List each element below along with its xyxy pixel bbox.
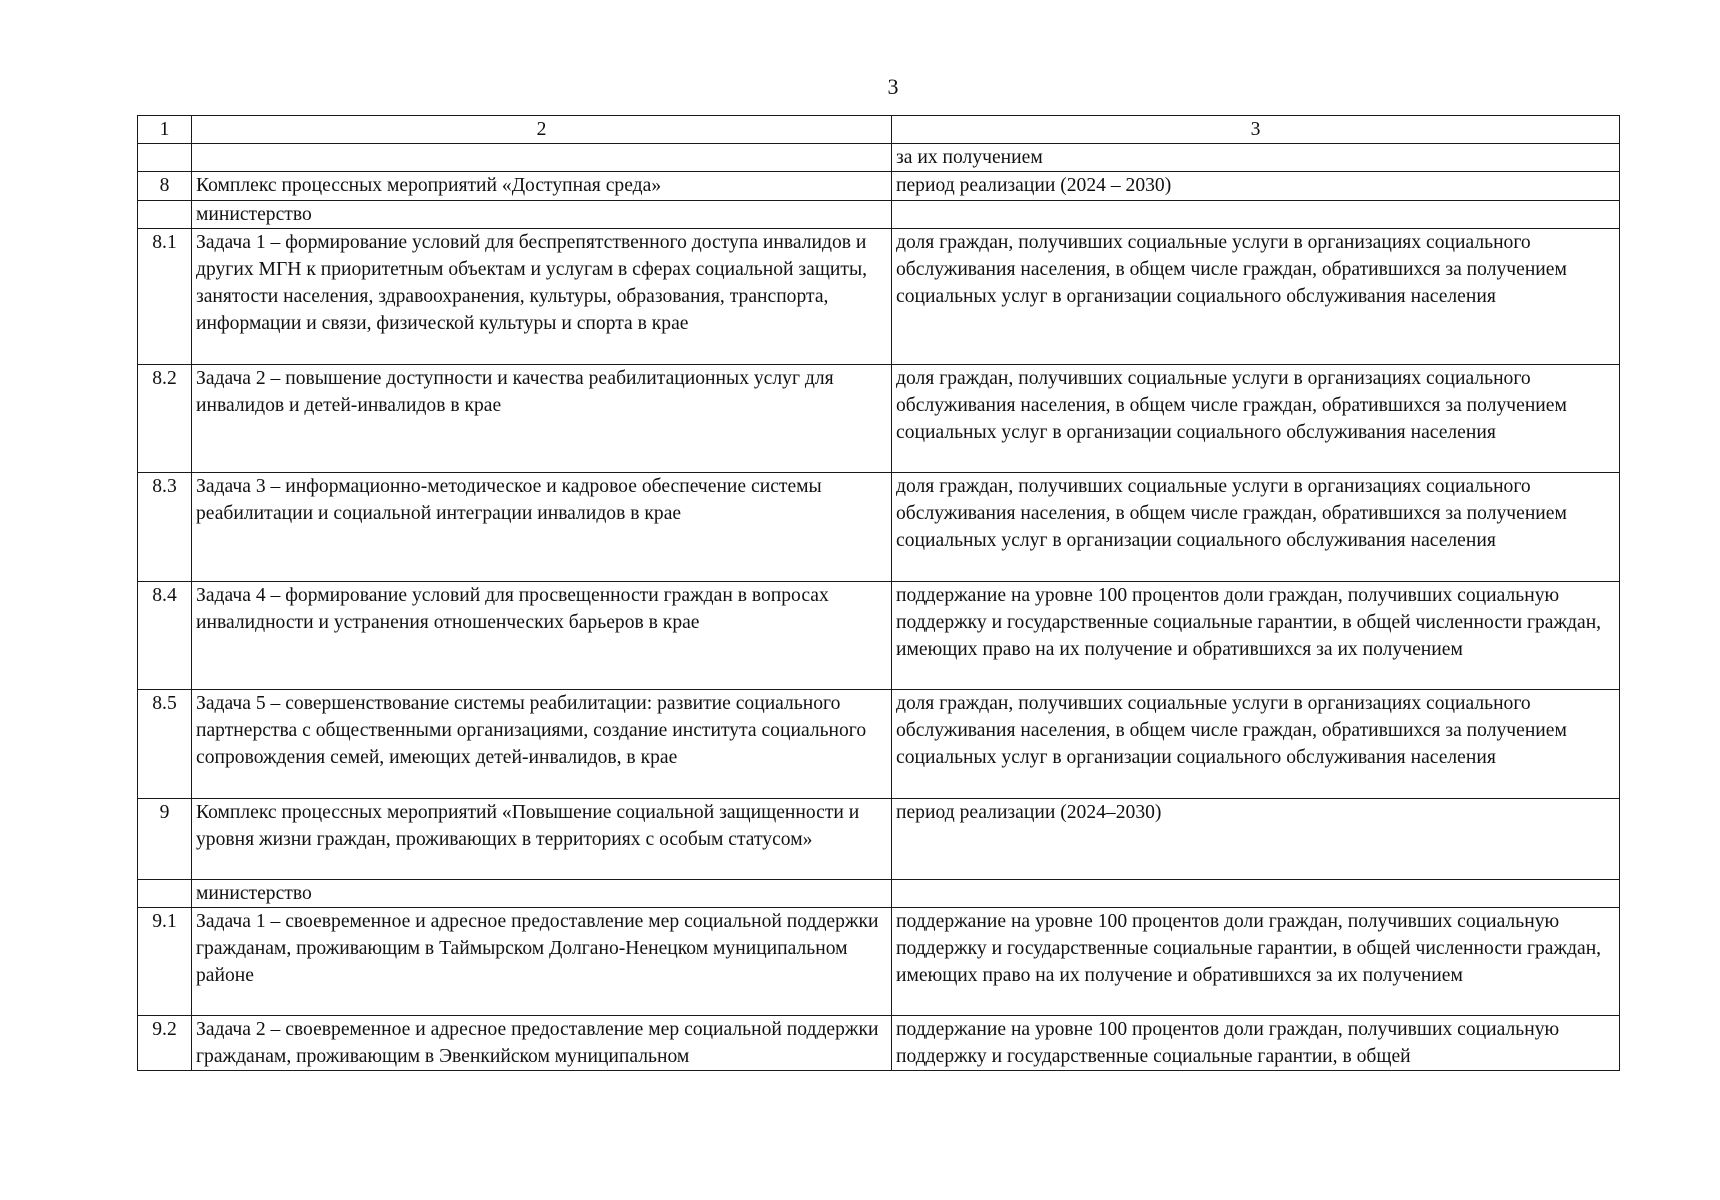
table-row bbox=[138, 798, 1620, 879]
indicator-cell: период реализации (2024 – 2030) bbox=[892, 172, 1620, 200]
table-row bbox=[138, 172, 1620, 200]
row-number: 9 bbox=[138, 798, 192, 879]
indicator-cell: доля граждан, получивших социальные услуги в организациях социального обслуживания населения, в общем числе граждан, обратившихся за получением социальных услуг в организации социального обслуживания населения bbox=[892, 472, 1620, 581]
table-row bbox=[138, 472, 1620, 581]
indicator-cell: за их получением bbox=[892, 144, 1620, 172]
table-row bbox=[138, 364, 1620, 472]
task-cell: министерство bbox=[192, 879, 892, 907]
indicator-cell: поддержание на уровне 100 процентов доли граждан, получивших социальную поддержку и государственные социальные гарантии, в общей численности граждан, имеющих право на их получение и обратившихся за их получением bbox=[892, 908, 1620, 1016]
column-header-1: 1 bbox=[138, 116, 192, 144]
task-cell: Задача 5 – совершенствование системы реабилитации: развитие социального партнерства с общественными организациями, создание института социального сопровождения семей, имеющих детей-инвалидов, в крае bbox=[192, 689, 892, 798]
indicator-cell: период реализации (2024–2030) bbox=[892, 798, 1620, 879]
row-number: 8.2 bbox=[138, 364, 192, 472]
table-row bbox=[138, 689, 1620, 798]
row-number bbox=[138, 879, 192, 907]
task-cell bbox=[192, 144, 892, 172]
table-row bbox=[138, 908, 1620, 1016]
row-number bbox=[138, 144, 192, 172]
table-row bbox=[138, 200, 1620, 228]
task-cell: Комплекс процессных мероприятий «Доступная среда» bbox=[192, 172, 892, 200]
task-cell: Задача 3 – информационно-методическое и кадровое обеспечение системы реабилитации и социальной интеграции инвалидов в крае bbox=[192, 472, 892, 581]
indicator-cell: поддержание на уровне 100 процентов доли граждан, получивших социальную поддержку и государственные социальные гарантии, в общей bbox=[892, 1016, 1620, 1071]
indicator-cell: доля граждан, получивших социальные услуги в организациях социального обслуживания населения, в общем числе граждан, обратившихся за получением социальных услуг в организации социального обслуживания населения bbox=[892, 364, 1620, 472]
row-number: 8 bbox=[138, 172, 192, 200]
table-row bbox=[138, 1016, 1620, 1071]
table-row bbox=[138, 144, 1620, 172]
task-cell: Комплекс процессных мероприятий «Повышение социальной защищенности и уровня жизни граждан, проживающих в территориях с особым статусом» bbox=[192, 798, 892, 879]
task-cell: Задача 1 – формирование условий для беспрепятственного доступа инвалидов и других МГН к приоритетным объектам и услугам в сферах социальной защиты, занятости населения, здравоохранения, культуры, образования, транспорта, информации и связи, физической культуры и спорта в крае bbox=[192, 228, 892, 364]
indicator-cell bbox=[892, 879, 1620, 907]
table-row bbox=[138, 228, 1620, 364]
indicator-cell: поддержание на уровне 100 процентов доли граждан, получивших социальную поддержку и государственные социальные гарантии, в общей численности граждан, имеющих право на их получение и обратившихся за их получением bbox=[892, 581, 1620, 689]
table-row bbox=[138, 581, 1620, 689]
row-number: 8.3 bbox=[138, 472, 192, 581]
page-number: 3 bbox=[887, 74, 899, 99]
table-row bbox=[138, 879, 1620, 907]
indicator-cell: доля граждан, получивших социальные услуги в организациях социального обслуживания населения, в общем числе граждан, обратившихся за получением социальных услуг в организации социального обслуживания населения bbox=[892, 228, 1620, 364]
task-cell: Задача 4 – формирование условий для просвещенности граждан в вопросах инвалидности и устранения отношенческих барьеров в крае bbox=[192, 581, 892, 689]
task-cell: Задача 2 – своевременное и адресное предоставление мер социальной поддержки гражданам, проживающим в Эвенкийском муниципальном bbox=[192, 1016, 892, 1071]
row-number: 9.2 bbox=[138, 1016, 192, 1071]
column-header-2: 2 bbox=[192, 116, 892, 144]
indicator-cell bbox=[892, 200, 1620, 228]
indicator-cell: доля граждан, получивших социальные услуги в организациях социального обслуживания населения, в общем числе граждан, обратившихся за получением социальных услуг в организации социального обслуживания населения bbox=[892, 689, 1620, 798]
row-number: 8.5 bbox=[138, 689, 192, 798]
task-cell: Задача 1 – своевременное и адресное предоставление мер социальной поддержки гражданам, проживающим в Таймырском Долгано-Ненецком муниципальном районе bbox=[192, 908, 892, 1016]
program-table bbox=[137, 115, 1620, 1071]
column-header-3: 3 bbox=[892, 116, 1620, 144]
row-number bbox=[138, 200, 192, 228]
task-cell: министерство bbox=[192, 200, 892, 228]
row-number: 8.4 bbox=[138, 581, 192, 689]
row-number: 9.1 bbox=[138, 908, 192, 1016]
table-header-row bbox=[138, 116, 1620, 144]
task-cell: Задача 2 – повышение доступности и качества реабилитационных услуг для инвалидов и детей-инвалидов в крае bbox=[192, 364, 892, 472]
row-number: 8.1 bbox=[138, 228, 192, 364]
